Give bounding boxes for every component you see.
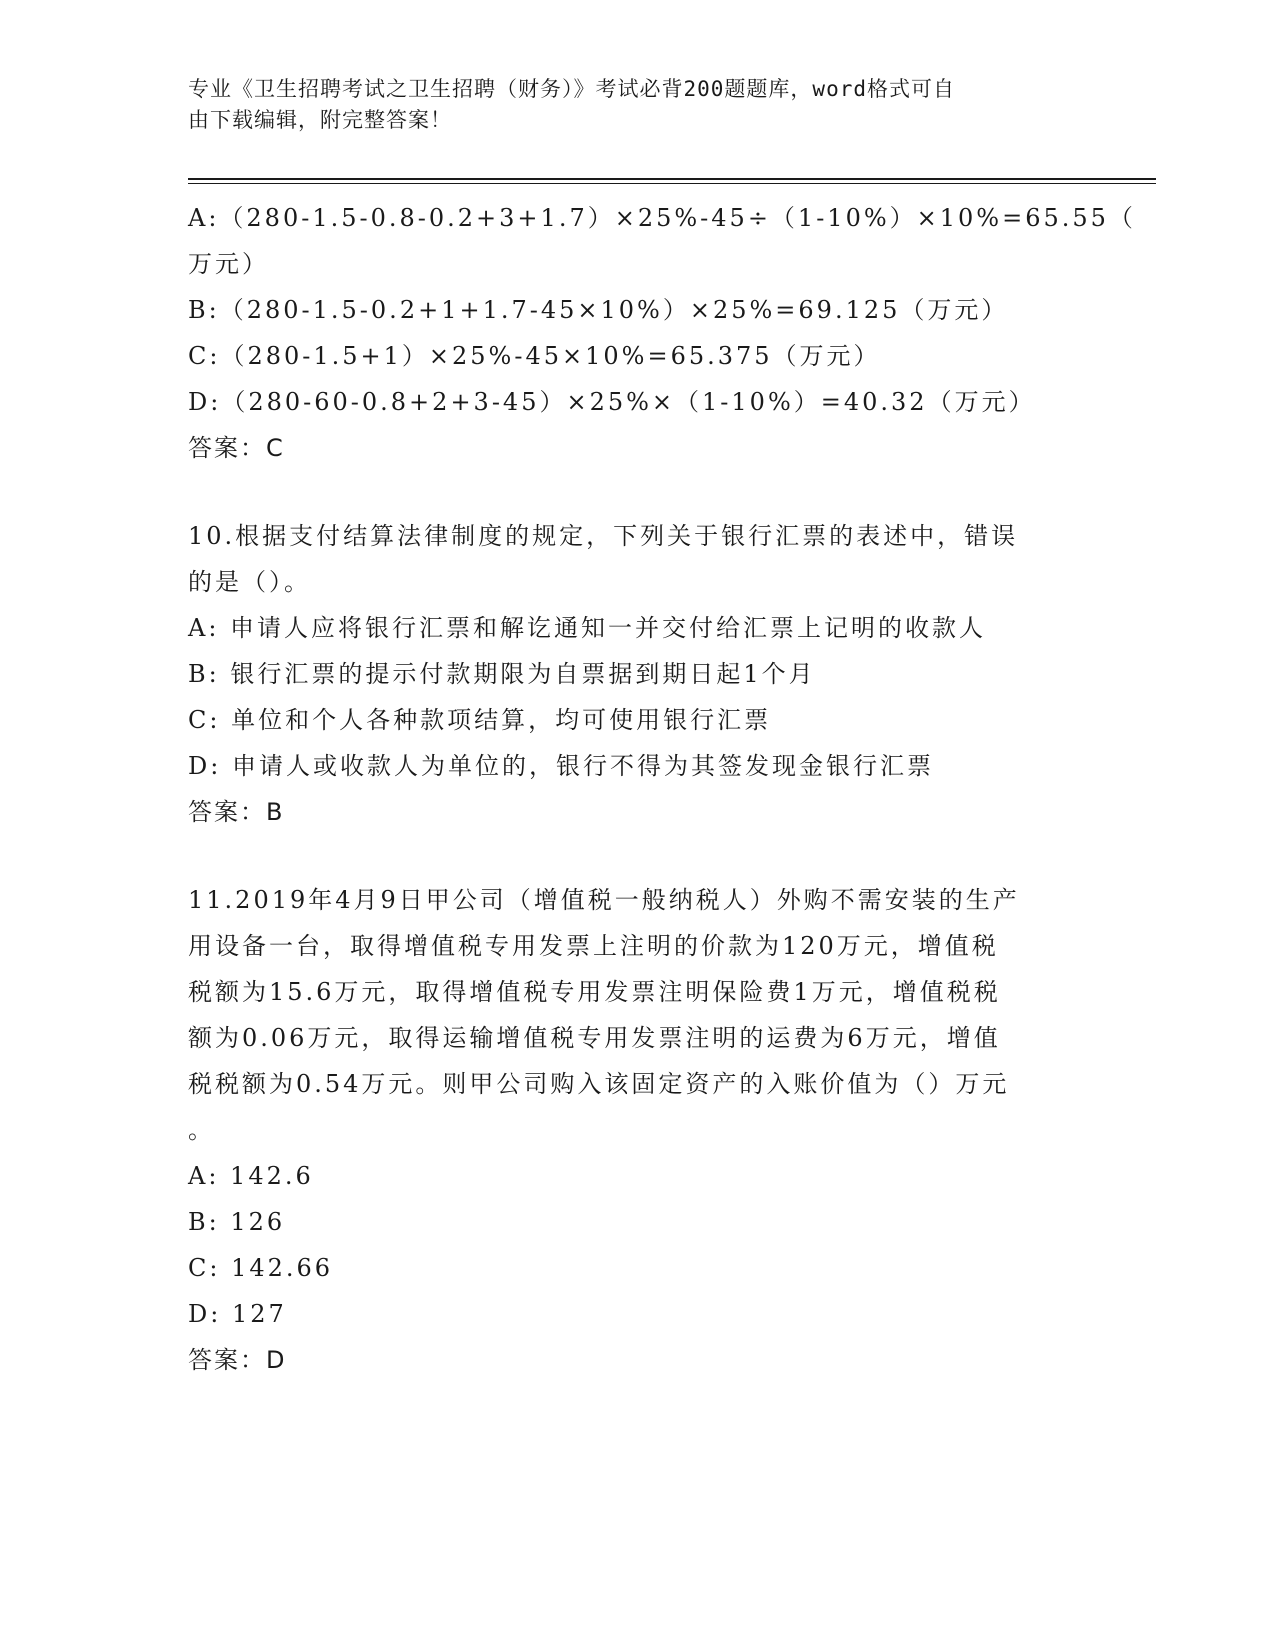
q10-option-d: D: 申请人或收款人为单位的，银行不得为其签发现金银行汇票: [188, 752, 934, 780]
q9-option-a-line-2: 万元）: [188, 250, 269, 278]
question-9-options: [188, 195, 1136, 471]
q11-stem-line-3: 税额为15.6万元，取得增值税专用发票注明保险费1万元，增值税税: [188, 978, 1001, 1006]
header-line-2: 由下载编辑，附完整答案！: [188, 108, 452, 132]
q11-stem-line-6: 。: [188, 1116, 215, 1144]
header-line-1: 专业《卫生招聘考试之卫生招聘（财务）》考试必背200题题库，word格式可自: [188, 77, 955, 101]
q11-answer: 答案：D: [188, 1346, 287, 1374]
q11-stem-line-1: 11.2019年4月9日甲公司（增值税一般纳税人）外购不需安装的生产: [188, 886, 1020, 914]
q10-option-a: A: 申请人应将银行汇票和解讫通知一并交付给汇票上记明的收款人: [188, 614, 987, 642]
header-divider-thin: [188, 183, 1156, 184]
q11-stem-line-5: 税税额为0.54万元。则甲公司购入该固定资产的入账价值为（）万元: [188, 1070, 1010, 1098]
question-10: [188, 513, 1078, 835]
header-divider-thick: [188, 178, 1156, 180]
question-list: [188, 195, 1136, 1383]
q11-option-d: D: 127: [188, 1300, 287, 1328]
q10-option-c: C: 单位和个人各种款项结算，均可使用银行汇票: [188, 706, 772, 734]
q10-option-b: B: 银行汇票的提示付款期限为自票据到期日起1个月: [188, 660, 816, 688]
q10-stem-line-2: 的是（）。: [188, 568, 311, 596]
q11-stem-line-4: 额为0.06万元，取得运输增值税专用发票注明的运费为6万元，增值: [188, 1024, 1001, 1052]
q9-option-a-line-1: A:（280-1.5-0.8-0.2+3+1.7）×25%-45÷（1-10%）×10%=65.55（: [188, 204, 1136, 232]
q9-answer: 答案：C: [188, 434, 285, 462]
q11-option-a: A: 142.6: [188, 1162, 314, 1190]
spacer: [188, 471, 1078, 513]
q10-answer: 答案：B: [188, 798, 285, 826]
q11-stem-line-2: 用设备一台，取得增值税专用发票上注明的价款为120万元，增值税: [188, 932, 999, 960]
document-header: [188, 74, 1058, 136]
q11-option-c: C: 142.66: [188, 1254, 334, 1282]
q11-option-b: B: 126: [188, 1208, 286, 1236]
q9-option-c: C:（280-1.5+1）×25%-45×10%=65.375（万元）: [188, 342, 881, 370]
question-11: [188, 877, 1078, 1383]
q10-stem-line-1: 10.根据支付结算法律制度的规定，下列关于银行汇票的表述中，错误: [188, 522, 1019, 550]
q9-option-d: D:（280-60-0.8+2+3-45）×25%×（1-10%）=40.32（万元）: [188, 388, 1036, 416]
spacer: [188, 835, 1078, 877]
q9-option-b: B:（280-1.5-0.2+1+1.7-45×10%）×25%=69.125（万元）: [188, 296, 1009, 324]
